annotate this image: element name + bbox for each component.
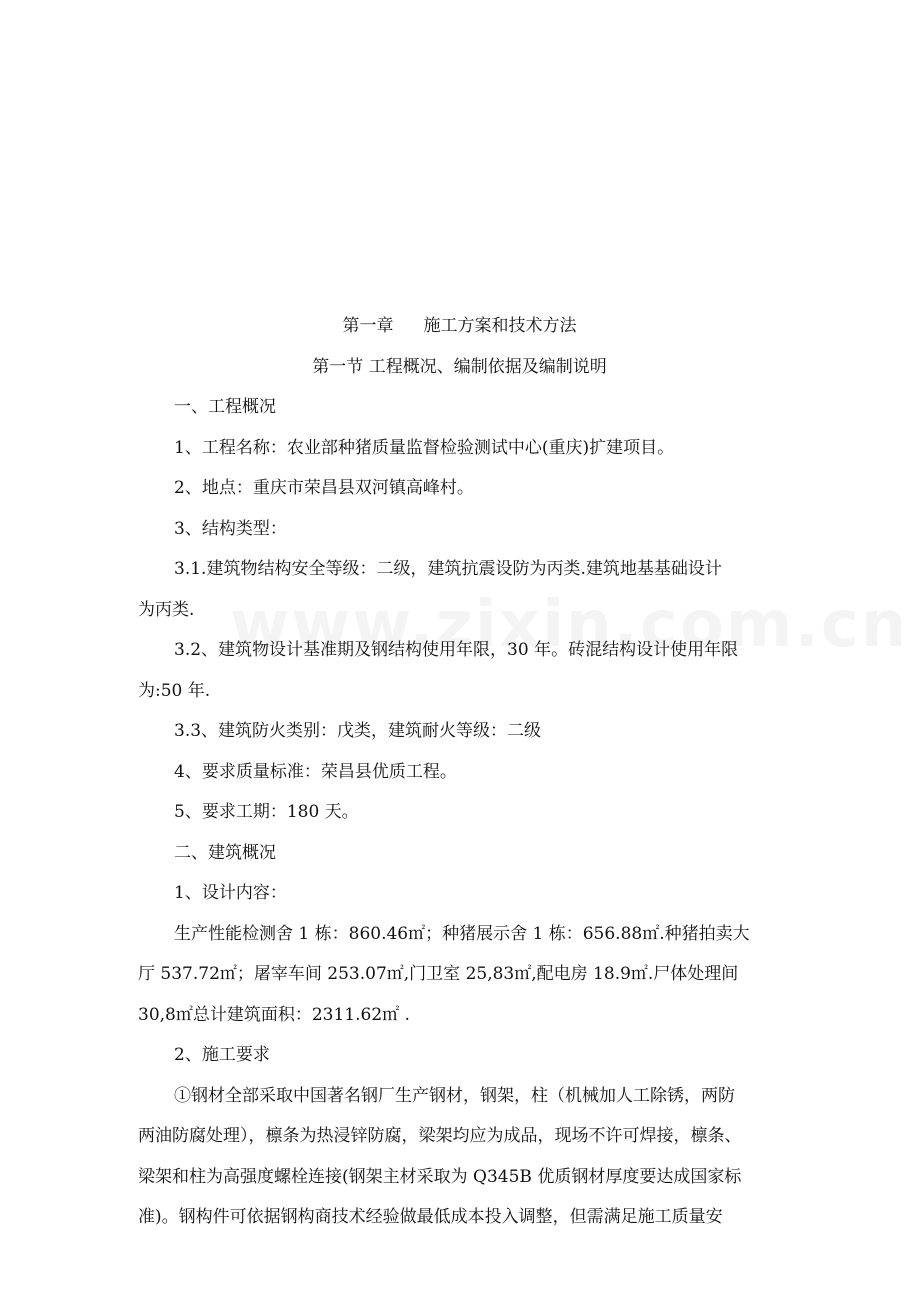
chapter-number: 第一章: [342, 316, 394, 336]
paragraph-steel-line-2: 两油防腐处理），檩条为热浸锌防腐，梁架均应为成品，现场不许可焊接，檩条、: [138, 1126, 742, 1146]
paragraph-safety-grade-cont: 为丙类.: [138, 599, 195, 620]
paragraph-steel-line-4: 准)。钢构件可依据钢构商技术经验做最低成本投入调整，但需满足施工质量安: [138, 1207, 723, 1227]
paragraph-structure-type: 3、结构类型：: [174, 518, 287, 539]
paragraph-duration: 5、要求工期：180 天。: [174, 802, 359, 822]
paragraph-design-content: 1、设计内容：: [174, 883, 287, 903]
paragraph-areas-line-2: 厅 537.72㎡；屠宰车间 253.07㎡,门卫室 25,83㎡,配电房 18.9㎡.尸体处理间: [138, 964, 739, 984]
paragraph-project-name: 1、工程名称：农业部种猪质量监督检验测试中心(重庆)扩建项目。: [174, 437, 675, 458]
paragraph-service-life-cont: 为:50 年.: [138, 680, 211, 701]
paragraph-areas-line-1: 生产性能检测舍 1 栋：860.46㎡；种猪展示舍 1 栋：656.88㎡.种猪拍卖大: [174, 923, 750, 944]
paragraph-quality-standard: 4、要求质量标准：荣昌县优质工程。: [174, 761, 457, 782]
paragraph-fire-class: 3.3、建筑防火类别：戊类，建筑耐火等级：二级: [174, 721, 542, 741]
paragraph-steel-line-1: ①钢材全部采取中国著名钢厂生产钢材，钢架，柱（机械加人工除锈，两防: [174, 1085, 735, 1106]
paragraph-safety-grade: 3.1.建筑物结构安全等级：二级，建筑抗震设防为丙类.建筑地基基础设计: [174, 559, 722, 579]
heading-construction-requirements: 2、施工要求: [174, 1045, 270, 1065]
chapter-heading: [138, 306, 781, 347]
paragraph-steel-line-3: 梁架和柱为高强度螺栓连接(钢架主材采取为 Q345B 优质钢材厚度要达成国家标: [138, 1166, 742, 1187]
paragraph-areas-line-3: 30,8㎡总计建筑面积：2311.62㎡ .: [138, 1004, 410, 1025]
chapter-title: 施工方案和技术方法: [423, 316, 577, 336]
heading-project-overview: 一、工程概况: [174, 397, 276, 417]
paragraph-service-life: 3.2、建筑物设计基准期及钢结构使用年限，30 年。砖混结构设计使用年限: [174, 640, 739, 660]
heading-building-overview: 二、建筑概况: [174, 842, 276, 863]
document-body: [138, 306, 781, 1238]
paragraph-location: 2、地点：重庆市荣昌县双河镇高峰村。: [174, 478, 474, 498]
section-heading: 第一节 工程概况、编制依据及编制说明: [312, 356, 607, 377]
